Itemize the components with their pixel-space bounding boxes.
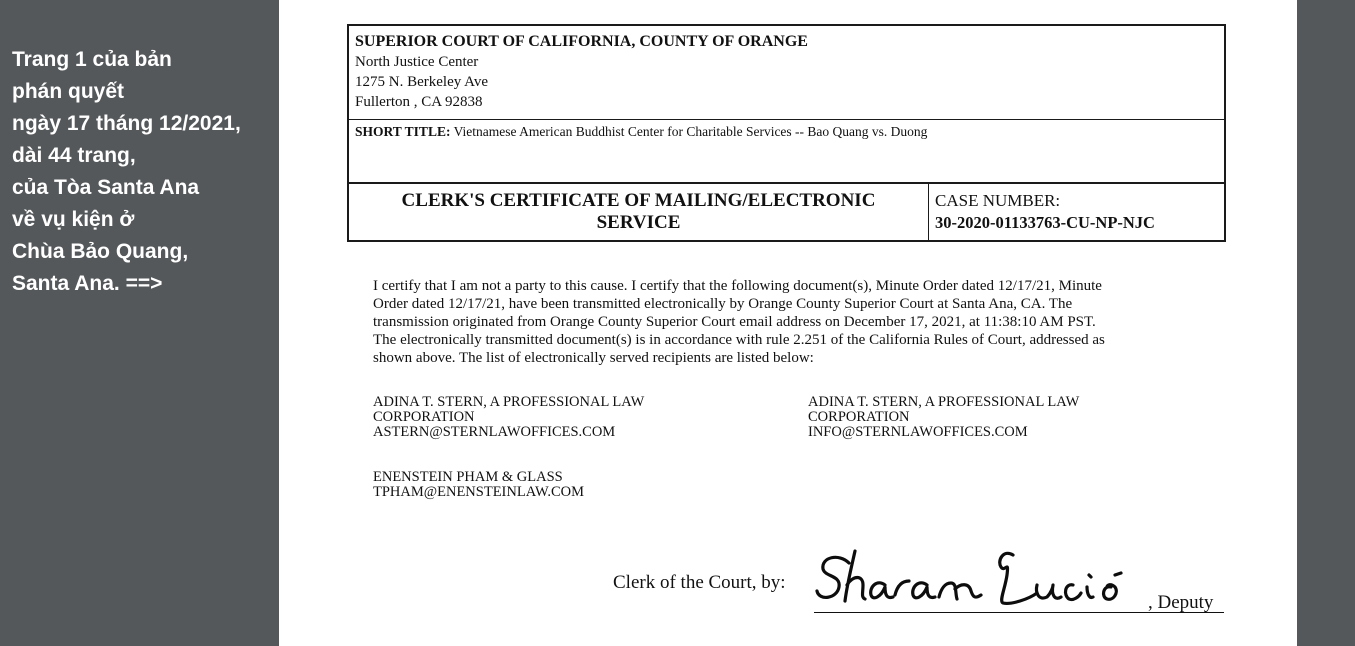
caption-line: Santa Ana. ==> <box>12 272 163 295</box>
recipient-name: CORPORATION <box>808 409 910 425</box>
court-header-table <box>347 24 1226 242</box>
certification-line: The electronically transmitted document(s) is in accordance with rule 2.251 of the California Rules of Court, addressed as <box>373 332 1105 348</box>
caption-line: Trang 1 của bản <box>12 48 172 71</box>
court-address-line: 1275 N. Berkeley Ave <box>355 74 489 90</box>
caption-line: về vụ kiện ở <box>12 208 135 231</box>
handwritten-signature <box>815 545 1152 613</box>
case-number: 30-2020-01133763-CU-NP-NJC <box>935 213 1155 232</box>
document-title-row <box>349 184 1224 240</box>
short-title-label: SHORT TITLE: <box>355 124 451 139</box>
case-number-box <box>929 184 1155 240</box>
side-caption <box>12 44 274 300</box>
recipient-entry <box>373 395 644 440</box>
recipient-email: TPHAM@ENENSTEINLAW.COM <box>373 484 585 500</box>
court-name: SUPERIOR COURT OF CALIFORNIA, COUNTY OF ORANGE <box>355 33 808 50</box>
recipient-entry <box>373 470 584 500</box>
certification-line: shown above. The list of electronically served recipients are listed below: <box>373 350 814 366</box>
case-number-label: CASE NUMBER: <box>935 191 1061 210</box>
document-title <box>349 184 929 240</box>
certification-line: I certify that I am not a party to this cause. I certify that the following document(s), Minute Order dated 12/17/21, Minute <box>373 278 1102 294</box>
recipient-email: INFO@STERNLAWOFFICES.COM <box>808 424 1028 440</box>
document-title-line: CLERK'S CERTIFICATE OF MAILING/ELECTRONIC <box>401 190 876 211</box>
deputy-label: , Deputy <box>1148 592 1214 613</box>
recipient-email: ASTERN@STERNLAWOFFICES.COM <box>373 424 616 440</box>
caption-line: ngày 17 tháng 12/2021, <box>12 112 241 135</box>
document-page <box>279 0 1297 646</box>
recipient-name: ADINA T. STERN, A PROFESSIONAL LAW <box>808 394 1080 410</box>
caption-line: Chùa Bảo Quang, <box>12 240 189 263</box>
certification-paragraph <box>373 277 1213 367</box>
recipient-name: CORPORATION <box>373 409 475 425</box>
caption-line: dài 44 trang, <box>12 144 136 167</box>
clerk-label: Clerk of the Court, by: <box>613 572 786 593</box>
court-address-line: North Justice Center <box>355 54 479 70</box>
document-title-line: SERVICE <box>596 212 681 233</box>
short-title-row <box>349 120 1224 184</box>
court-address-block <box>349 26 1224 120</box>
caption-line: phán quyết <box>12 80 125 103</box>
recipient-name: ENENSTEIN PHAM & GLASS <box>373 469 563 485</box>
certification-line: transmission originated from Orange County Superior Court email address on December 17, 2021, at 11:38:10 AM PST. <box>373 314 1096 330</box>
certification-line: Order dated 12/17/21, have been transmitted electronically by Orange County Superior Court at Santa Ana, CA. The <box>373 296 1073 312</box>
short-title-value: Vietnamese American Buddhist Center for Charitable Services -- Bao Quang vs. Duong <box>453 124 928 139</box>
recipient-entry <box>808 395 1079 440</box>
recipient-name: ADINA T. STERN, A PROFESSIONAL LAW <box>373 394 645 410</box>
caption-line: của Tòa Santa Ana <box>12 176 200 199</box>
court-address-line: Fullerton , CA 92838 <box>355 94 483 110</box>
